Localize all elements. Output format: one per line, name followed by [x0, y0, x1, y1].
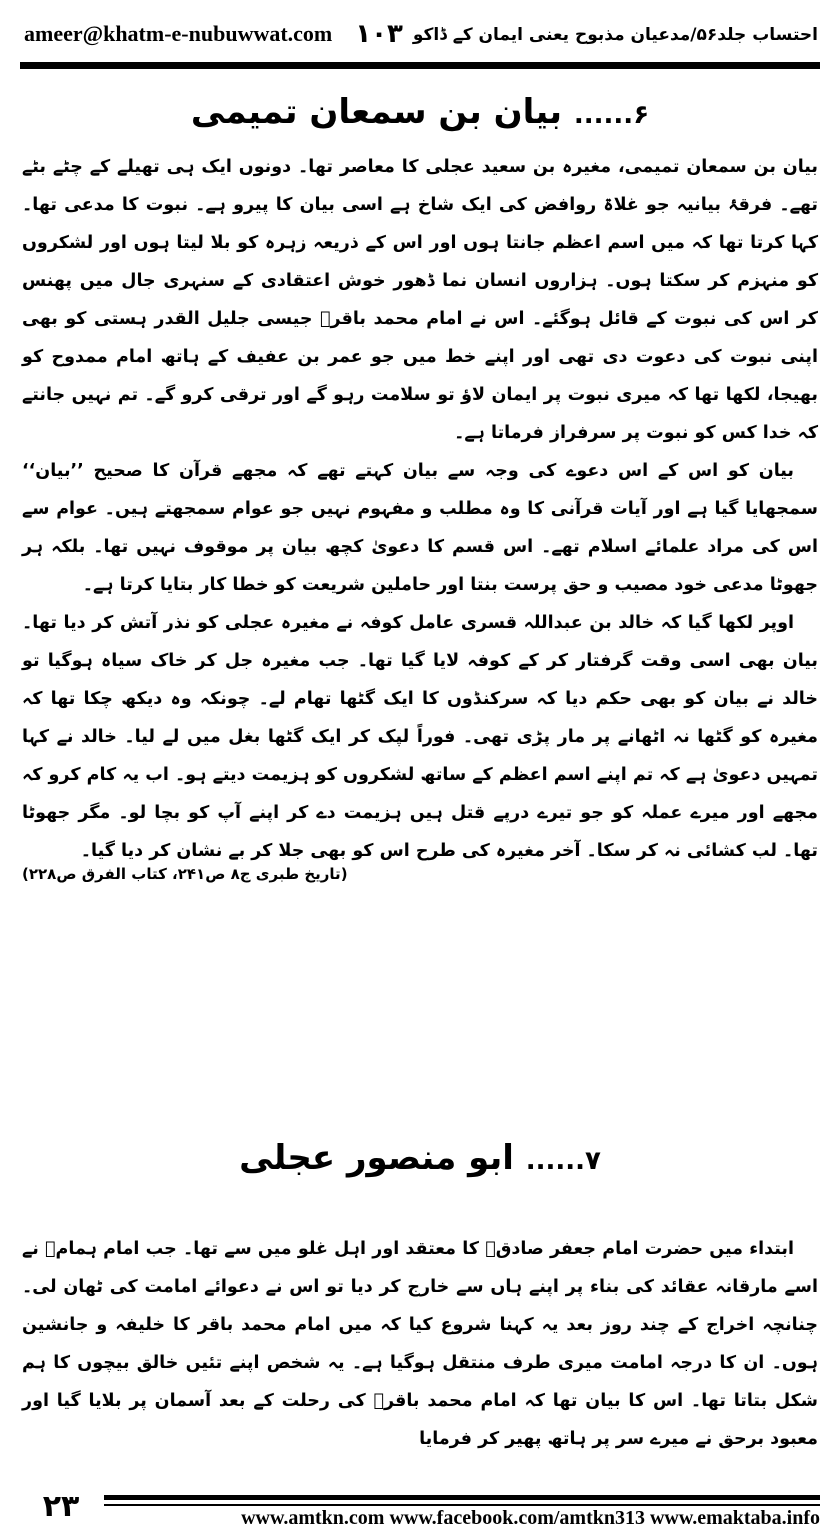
section-6-heading — [20, 92, 820, 132]
section-6-title: بیان بن سمعان تمیمی — [190, 92, 563, 132]
footer-rule — [104, 1495, 820, 1500]
header-page-number: ۱۰۳ — [355, 19, 403, 49]
paragraph: اوپر لکھا گیا کہ خالد بن عبداللہ قسری عامل کوفہ نے مغیرہ عجلی کو نذر آتش کر دیا تھا۔ بیان بھی اسی وقت گرفتار کر کے کوفہ لایا گیا تھا۔ جب مغیرہ جل کر خاک سیاہ ہوگیا تو خالد نے بیان کو بھی حکم دیا کہ سرکنڈوں کا ایک گٹھا تھام لے۔ چونکہ وہ دیکھ چکا تھا کہ مغیرہ کو گٹھا نہ اٹھانے پر مار پڑی تھی۔ فوراً لپک کر ایک گٹھا بغل میں لے لیا۔ خالد نے کہا تمہیں دعویٰ ہے کہ تم اپنے اسم اعظم کے ساتھ لشکروں کو ہزیمت دیتے ہو۔ اب یہ کام کرو کہ مجھے اور میرے عملہ کو جو تیرے درپے قتل ہیں ہزیمت دے کر اپنے آپ کو بچا لو۔ مگر جھوٹا تھا۔ لب کشائی نہ کر سکا۔ آخر مغیرہ کی طرح اس کو بھی جلا کر بے نشان کر دیا گیا۔ — [22, 613, 818, 861]
header-rule — [20, 62, 820, 69]
citation: (تاریخ طبری ج۸ ص۲۴۱، کتاب الفرق ص۲۲۸) — [22, 865, 348, 883]
header-email-link[interactable]: ameer@khatm-e-nubuwwat.com — [24, 21, 333, 46]
footer-website-links[interactable]: www.amtkn.com www.facebook.com/amtkn313 www.emaktaba.info — [241, 1507, 820, 1529]
section-7-title: ابو منصور عجلی — [239, 1138, 514, 1178]
section-6-body — [22, 148, 818, 884]
running-title: احتساب جلد۵۶/مدعیان مذبوح یعنی ایمان کے ڈاکو — [412, 24, 818, 45]
footer-page-number: ۲۳ — [42, 1489, 80, 1524]
page-header — [24, 14, 818, 54]
paragraph: ابتداء میں حضرت امام جعفر صادقؒ کا معتقد اور اہل غلو میں سے تھا۔ جب امام ہمامؒ نے اسے مارقانہ عقائد کی بناء پر اپنے ہاں سے خارج کر دیا تو اس نے دعوائے امامت کی ٹھان لی۔ چنانچہ اخراج کے چند روز بعد یہ کہنا شروع کیا کہ میں امام محمد باقر کا خلیفہ و جانشین ہوں۔ ان کا درجہ امامت میری طرف منتقل ہوگیا ہے۔ یہ شخص اپنے تئیں خالق بیچوں کا ہم شکل بتاتا تھا۔ اس کا بیان تھا کہ امام محمد باقرؒ کی رحلت کے بعد آسمان پر بلایا گیا اور معبود برحق نے میرے سر پر ہاتھ پھیر کر فرمایا — [22, 1239, 818, 1449]
paragraph: بیان کو اس کے اس دعوے کی وجہ سے بیان کہتے تھے کہ مجھے قرآن کا صحیح ’’بیان‘‘ سمجھایا گیا ہے اور آیات قرآنی کا وہ مطلب و مفہوم نہیں جو عوام سمجھتے ہیں۔ عوام سے اس کی مراد علمائے اسلام تھے۔ اس قسم کا دعویٰ کچھ بیان پر موقوف نہیں تھا۔ بلکہ ہر جھوٹا مدعی خود مصیب و حق پرست بنتا اور حاملین شریعت کو خطا کار بتایا کرتا ہے۔ — [22, 461, 818, 595]
section-6-number: ۶...... — [573, 100, 650, 130]
footer-links — [108, 1507, 820, 1530]
section-7-heading — [20, 1138, 820, 1178]
section-7-body — [22, 1230, 818, 1458]
header-right-group — [355, 19, 818, 49]
paragraph: بیان بن سمعان تمیمی، مغیرہ بن سعید عجلی کا معاصر تھا۔ دونوں ایک ہی تھیلے کے چٹے بٹے تھے۔ فرقۂ بیانیہ جو غلاۃ روافض کی ایک شاخ ہے اسی بیان کا پیرو ہے۔ نبوت کا مدعی تھا۔ کہا کرتا تھا کہ میں اسم اعظم جانتا ہوں اور اس کے ذریعہ زہرہ کو بلا لیتا ہوں اور لشکروں کو منہزم کر سکتا ہوں۔ ہزاروں انسان نما ڈھور خوش اعتقادی کے سنہری جال میں پھنس کر اس کی نبوت کے قائل ہوگئے۔ اس نے امام محمد باقرؒ جیسی جلیل القدر ہستی کو بھی اپنی نبوت کی دعوت دی تھی اور اپنے خط میں جو عمر بن عفیف کے ہاتھ امام ممدوح کو بھیجا، لکھا تھا کہ میری نبوت پر ایمان لاؤ تو سلامت رہو گے اور ترقی کرو گے۔ تم نہیں جانتے کہ خدا کس کو نبوت پر سرفراز فرماتا ہے۔ — [22, 157, 818, 443]
footer-rule-thin — [104, 1504, 820, 1506]
section-7-number: ۷...... — [525, 1146, 601, 1176]
page-footer — [20, 1487, 820, 1535]
